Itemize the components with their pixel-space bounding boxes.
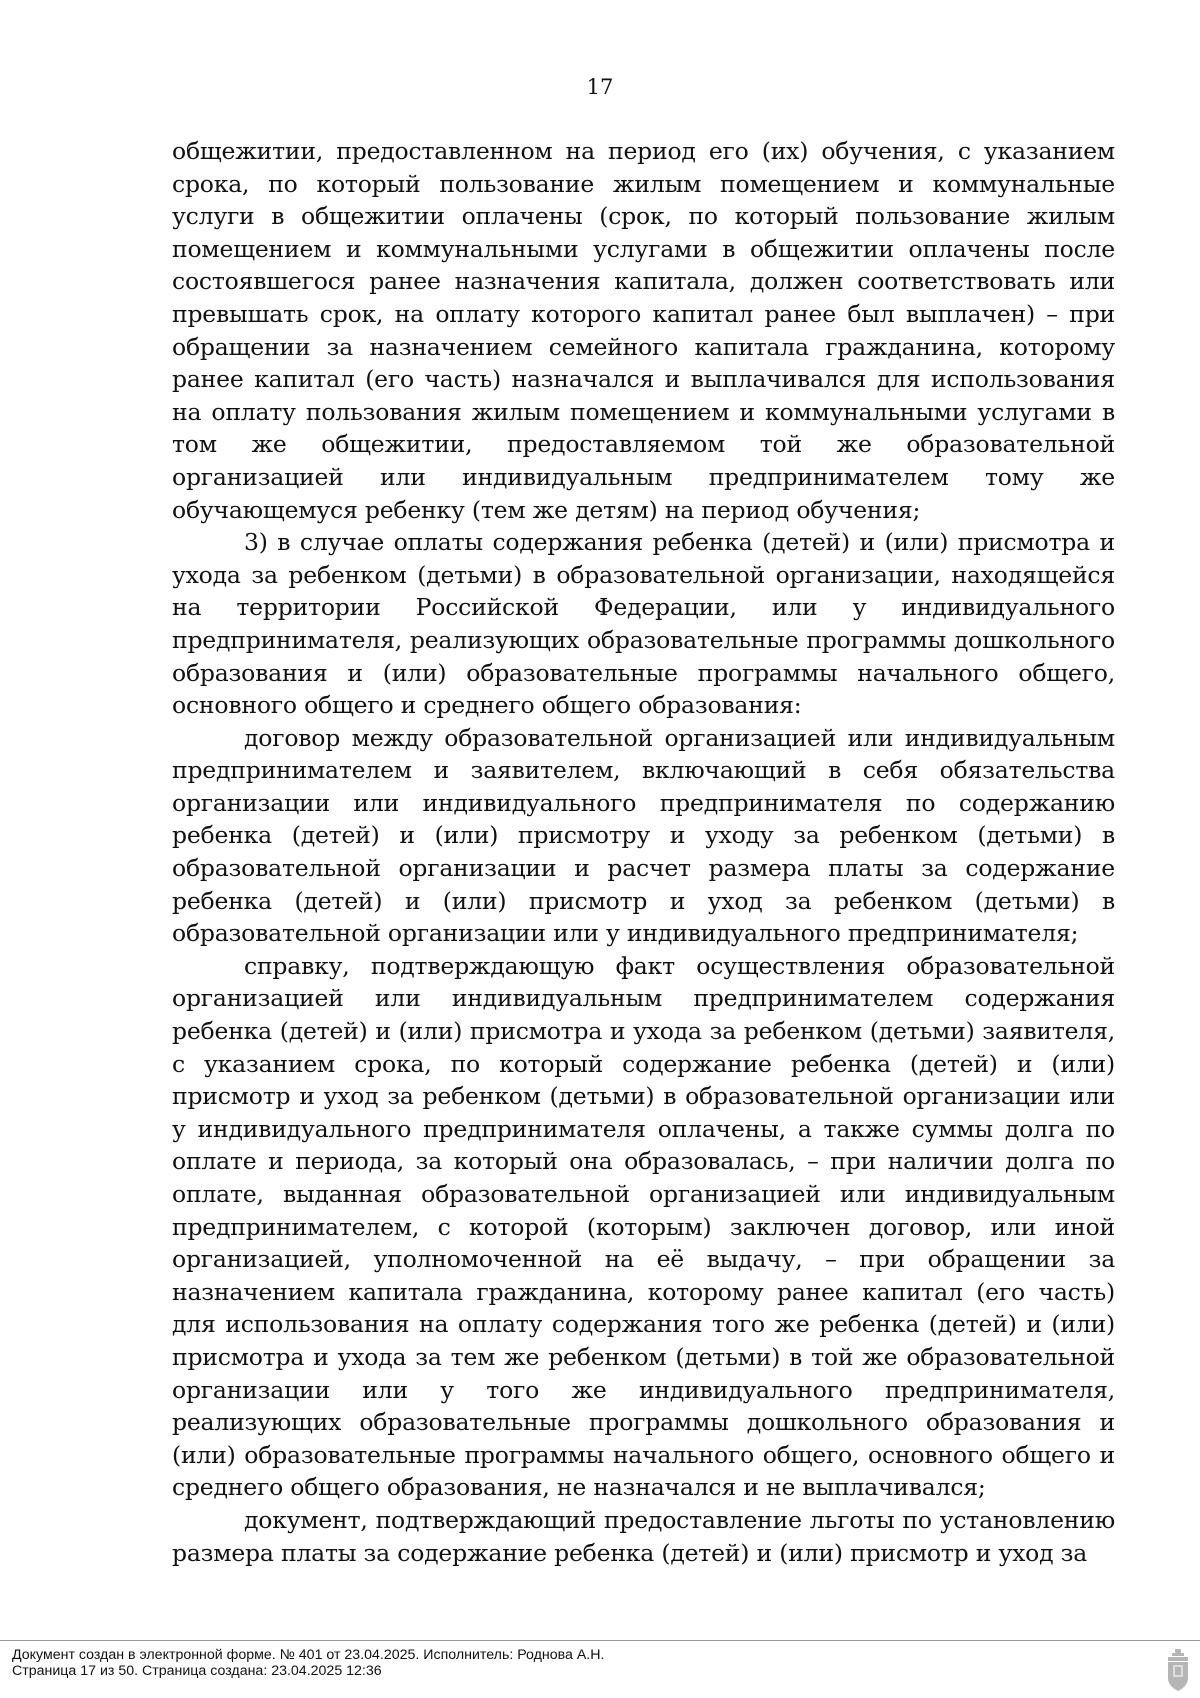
paragraph-certificate: справку, подтверждающую факт осуществления образовательной организацией или индивидуальным предпринимателем содержания ребенка (детей) и (или) присмотра и ухода за ребенком (детьми) заявителя, с указанием срока, по который содержание ребенка (детей) и (или) присмотр и уход за ребенком (детьми) в образовательной организации или у индивидуального предпринимателя оплачены, а также суммы долга по оплате и периода, за который она образовалась, – при наличии долга по оплате, выданная образовательной организацией или индивидуальным предпринимателем, с которой (которым) заключен договор, или иной организацией, уполномоченной на её выдачу, – при обращении за назначением капитала гражданина, которому ранее капитал (его часть) для использования на оплату содержания того же ребенка (детей) и (или) присмотра и ухода за тем же ребенком (детьми) в той же образовательной организации или у того же индивидуального предпринимателя, реализующих образовательные программы дошкольного образования и (или) образовательные программы начального общего, основного общего и среднего общего образования, не назначался и не выплачивался; [172,951,1115,1502]
paragraph-contract: договор между образовательной организацией или индивидуальным предпринимателем и заявителем, включающий в себя обязательства организации или индивидуального предпринимателя по содержанию ребенка (детей) и (или) присмотру и уходу за ребенком (детьми) в образовательной организации и расчет размера платы за содержание ребенка (детей) и (или) присмотр и уход за ребенком (детьми) в образовательной организации или у индивидуального предпринимателя; [172,723,1115,948]
document-footer [12,1647,604,1679]
paragraph-continued: общежитии, предоставленном на период его (их) обучения, с указанием срока, по который пользование жилым помещением и коммунальные услуги в общежитии оплачены (срок, по который пользование жилым помещением и коммунальными услугами в общежитии оплачены после состоявшегося ранее назначения капитала, должен соответствовать или превышать срок, на оплату которого капитал ранее был выплачен) – при обращении за назначением семейного капитала гражданина, которому ранее капитал (его часть) назначался и выплачивался для использования на оплату пользования жилым помещением и коммунальными услугами в том же общежитии, предоставляемом той же образовательной организацией или индивидуальным предпринимателем тому же обучающемуся ребенку (тем же детям) на период обучения; [172,137,1115,524]
coat-of-arms-icon [1164,1648,1192,1692]
footer-page-info: Страница 17 из 50. Страница создана: 23.04.2025 12:36 [12,1663,382,1679]
page-number: 17 [586,75,614,99]
footer-document-info: Документ создан в электронной форме. № 401 от 23.04.2025. Исполнитель: Роднова А.Н. [12,1647,605,1663]
footer-divider [0,1640,1200,1641]
paragraph-item-3: 3) в случае оплаты содержания ребенка (детей) и (или) присмотра и ухода за ребенком (детьми) в образовательной организации, находящейся на территории Российской Федерации, или у индивидуального предпринимателя, реализующих образовательные программы дошкольного образования и (или) образовательные программы начального общего, основного общего и среднего общего образования: [172,528,1115,720]
paragraph-benefit-document: документ, подтверждающий предоставление льготы по установлению размера платы за содержание ребенка (детей) и (или) присмотр и уход за [172,1505,1115,1567]
document-body [172,135,1115,1569]
